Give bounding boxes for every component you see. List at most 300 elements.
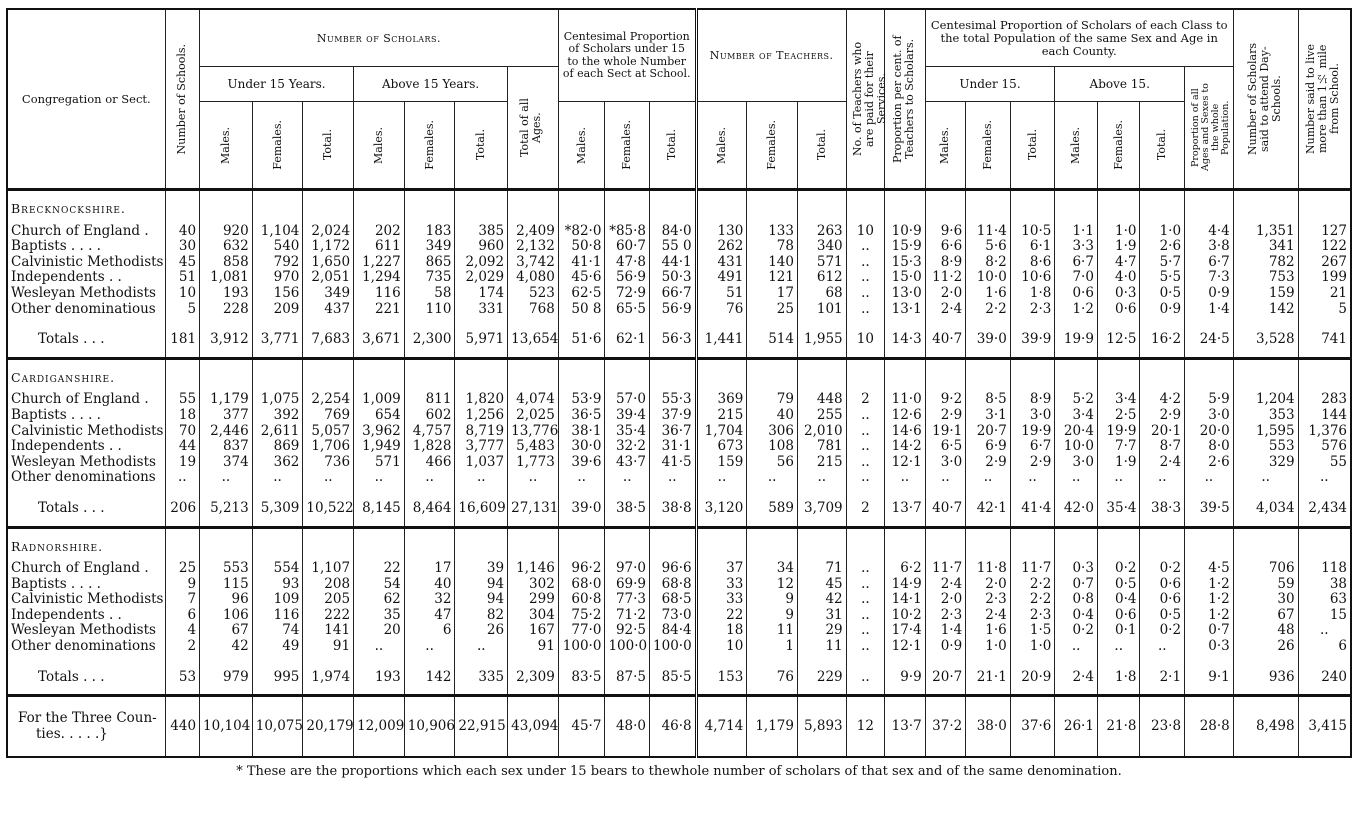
cell: 782 bbox=[1233, 255, 1298, 271]
cell: 13·7 bbox=[885, 696, 926, 758]
cell: 21 bbox=[1298, 286, 1351, 302]
cell: 130 bbox=[696, 224, 747, 240]
cell: 87·5 bbox=[605, 661, 650, 696]
cell: 11·0 bbox=[885, 392, 926, 408]
cell: 706 bbox=[1233, 561, 1298, 577]
cell: 3,777 bbox=[455, 439, 508, 455]
cell: 68·5 bbox=[650, 592, 697, 608]
cell: 9·1 bbox=[1185, 661, 1234, 696]
cell: 3,528 bbox=[1233, 323, 1298, 358]
cell: 12·1 bbox=[885, 639, 926, 655]
cell: 2·3 bbox=[1010, 608, 1055, 624]
grand-label-line1: For the Three Coun- bbox=[18, 710, 157, 727]
cell: .. bbox=[455, 470, 508, 486]
cell: 3,671 bbox=[354, 323, 405, 358]
cell: 1·6 bbox=[966, 286, 1011, 302]
cell: 10 bbox=[165, 286, 199, 302]
cell: 369 bbox=[696, 392, 747, 408]
cell: 133 bbox=[747, 224, 798, 240]
cell: 82 bbox=[455, 608, 508, 624]
subheader-total: Total. bbox=[321, 129, 335, 161]
cell: 109 bbox=[252, 592, 303, 608]
cell: 1,974 bbox=[303, 661, 354, 696]
cell: 2·3 bbox=[925, 608, 966, 624]
cell: 56·9 bbox=[605, 270, 650, 286]
cell: 8,719 bbox=[455, 424, 508, 440]
cell: 1·5 bbox=[1010, 623, 1055, 639]
cell: 0·9 bbox=[1140, 302, 1185, 318]
cell: 62·5 bbox=[558, 286, 605, 302]
cell: 4·5 bbox=[1185, 561, 1234, 577]
cell: 6·5 bbox=[925, 439, 966, 455]
cell: 10·0 bbox=[966, 270, 1011, 286]
cell: 936 bbox=[1233, 661, 1298, 696]
subheader-females: Females. bbox=[765, 120, 779, 170]
table-row bbox=[7, 255, 1351, 271]
cell: 84·0 bbox=[650, 224, 697, 240]
subheader-total: Total. bbox=[1025, 129, 1039, 161]
cell: 1,146 bbox=[508, 561, 559, 577]
cell: 3,709 bbox=[797, 492, 846, 527]
cell: .. bbox=[846, 561, 885, 577]
cell: 228 bbox=[200, 302, 253, 318]
cell: 222 bbox=[303, 608, 354, 624]
cell: 523 bbox=[508, 286, 559, 302]
subheader-males: Males. bbox=[371, 126, 385, 164]
cell: 3·4 bbox=[1097, 392, 1140, 408]
cell: 9·2 bbox=[925, 392, 966, 408]
cell: 2,024 bbox=[303, 224, 354, 240]
cell: .. bbox=[747, 470, 798, 486]
grand-total-row bbox=[7, 696, 1351, 758]
cell: 31·1 bbox=[650, 439, 697, 455]
subheader-males: Males. bbox=[574, 126, 588, 164]
cell: 1,820 bbox=[455, 392, 508, 408]
table-row bbox=[7, 424, 1351, 440]
cell: 7·7 bbox=[1097, 439, 1140, 455]
cell: 4·7 bbox=[1097, 255, 1140, 271]
cell: 869 bbox=[252, 439, 303, 455]
totals-row bbox=[7, 661, 1351, 696]
cell: .. bbox=[885, 470, 926, 486]
cell: 215 bbox=[797, 455, 846, 471]
cell: 14·6 bbox=[885, 424, 926, 440]
cell: 2 bbox=[846, 392, 885, 408]
cell: 116 bbox=[252, 608, 303, 624]
cell: 5·7 bbox=[1140, 255, 1185, 271]
cell: 7 bbox=[165, 592, 199, 608]
header-num-schools: Number of Schools. bbox=[175, 43, 189, 155]
cell: 1,104 bbox=[252, 224, 303, 240]
cell: 431 bbox=[696, 255, 747, 271]
cell: 56·9 bbox=[650, 302, 697, 318]
cell: 92·5 bbox=[605, 623, 650, 639]
subheader-females: Females. bbox=[620, 120, 634, 170]
subheader-females: Females. bbox=[980, 120, 994, 170]
county-name: Cardiganshire. bbox=[11, 369, 116, 385]
cell: 19·9 bbox=[1055, 323, 1098, 358]
cell: .. bbox=[846, 577, 885, 593]
cell: 602 bbox=[404, 408, 455, 424]
cell: 10,104 bbox=[200, 696, 253, 758]
cell: 77·3 bbox=[605, 592, 650, 608]
cell: .. bbox=[846, 639, 885, 655]
cell: 331 bbox=[455, 302, 508, 318]
cell: 1,773 bbox=[508, 455, 559, 471]
cell: .. bbox=[455, 639, 508, 655]
cell: 6·9 bbox=[966, 439, 1011, 455]
cell: .. bbox=[846, 455, 885, 471]
cell: 4,080 bbox=[508, 270, 559, 286]
cell: 0·2 bbox=[1140, 561, 1185, 577]
cell: 181 bbox=[165, 323, 199, 358]
table-row bbox=[7, 561, 1351, 577]
cell: .. bbox=[696, 470, 747, 486]
cell: 20·0 bbox=[1185, 424, 1234, 440]
cell: 3,962 bbox=[354, 424, 405, 440]
cell: 50 8 bbox=[558, 302, 605, 318]
cell: 0·6 bbox=[1097, 302, 1140, 318]
cell: 38·5 bbox=[605, 492, 650, 527]
cell: 39·4 bbox=[605, 408, 650, 424]
cell: 0·6 bbox=[1097, 608, 1140, 624]
cell: 0·3 bbox=[1185, 639, 1234, 655]
cell: 8·6 bbox=[1010, 255, 1055, 271]
cell: 736 bbox=[303, 455, 354, 471]
header-num-teachers: Number of Teachers. bbox=[696, 9, 846, 102]
sect-label: Church of England . bbox=[11, 561, 149, 577]
cell: .. bbox=[846, 270, 885, 286]
cell: 33 bbox=[696, 592, 747, 608]
cell: 2,025 bbox=[508, 408, 559, 424]
cell: .. bbox=[846, 439, 885, 455]
cell: 32·2 bbox=[605, 439, 650, 455]
cell: 206 bbox=[165, 492, 199, 527]
cell: 262 bbox=[696, 239, 747, 255]
sect-label: Calvinistic Methodists bbox=[11, 592, 164, 608]
cell: 8·7 bbox=[1140, 439, 1185, 455]
cell: 73·0 bbox=[650, 608, 697, 624]
cell: 38·1 bbox=[558, 424, 605, 440]
cell: .. bbox=[1055, 470, 1098, 486]
cell: 38·8 bbox=[650, 492, 697, 527]
cell: 2,434 bbox=[1298, 492, 1351, 527]
cell: 2,409 bbox=[508, 224, 559, 240]
cell: 2·5 bbox=[1097, 408, 1140, 424]
cell: 1·6 bbox=[966, 623, 1011, 639]
cell: 8·9 bbox=[925, 255, 966, 271]
cell: 3·0 bbox=[1185, 408, 1234, 424]
cell: 22,915 bbox=[455, 696, 508, 758]
cell: 5 bbox=[1298, 302, 1351, 318]
cell: 37 bbox=[696, 561, 747, 577]
cell: 377 bbox=[200, 408, 253, 424]
cell: 116 bbox=[354, 286, 405, 302]
sect-label: Wesleyan Methodists bbox=[11, 623, 156, 639]
cell: 42 bbox=[797, 592, 846, 608]
cell: 26 bbox=[455, 623, 508, 639]
cell: 10 bbox=[846, 323, 885, 358]
cell: 39·6 bbox=[558, 455, 605, 471]
cell: 193 bbox=[200, 286, 253, 302]
table-row bbox=[7, 470, 1351, 486]
cell: 27,131 bbox=[508, 492, 559, 527]
cell: 17 bbox=[404, 561, 455, 577]
cell: 4·4 bbox=[1185, 224, 1234, 240]
cell: 50·3 bbox=[650, 270, 697, 286]
cell: 45 bbox=[165, 255, 199, 271]
header-num-scholars: Number of Scholars. bbox=[200, 9, 559, 67]
cell: 33 bbox=[696, 577, 747, 593]
cell: 62·1 bbox=[605, 323, 650, 358]
cell: 1,949 bbox=[354, 439, 405, 455]
cell: 159 bbox=[1233, 286, 1298, 302]
cell: 970 bbox=[252, 270, 303, 286]
cell: 79 bbox=[747, 392, 798, 408]
cell: 0·1 bbox=[1097, 623, 1140, 639]
cell: 23·8 bbox=[1140, 696, 1185, 758]
cell: 9 bbox=[165, 577, 199, 593]
cell: 0·5 bbox=[1097, 577, 1140, 593]
cell: 156 bbox=[252, 286, 303, 302]
subheader-total: Total. bbox=[814, 129, 828, 161]
cell: 2·9 bbox=[1140, 408, 1185, 424]
cell: .. bbox=[846, 302, 885, 318]
cell: .. bbox=[1055, 639, 1098, 655]
cell: 18 bbox=[696, 623, 747, 639]
cell: 121 bbox=[747, 270, 798, 286]
cell: 6·7 bbox=[1185, 255, 1234, 271]
cell: 221 bbox=[354, 302, 405, 318]
subheader-females: Females. bbox=[270, 120, 284, 170]
cell: .. bbox=[605, 470, 650, 486]
cell: 1,179 bbox=[200, 392, 253, 408]
cell: 2,051 bbox=[303, 270, 354, 286]
cell: 22 bbox=[696, 608, 747, 624]
cell: 2,300 bbox=[404, 323, 455, 358]
cell: 1·0 bbox=[966, 639, 1011, 655]
cell: 10·0 bbox=[1055, 439, 1098, 455]
cell: 1,179 bbox=[747, 696, 798, 758]
cell: *82·0 bbox=[558, 224, 605, 240]
table-row bbox=[7, 592, 1351, 608]
cell: 632 bbox=[200, 239, 253, 255]
cell: 96·2 bbox=[558, 561, 605, 577]
cell: 2,132 bbox=[508, 239, 559, 255]
header-prop-teachers: Proportion per cent. of Teachers to Scholars. bbox=[890, 35, 916, 163]
cell: 38·0 bbox=[966, 696, 1011, 758]
cell: 96·6 bbox=[650, 561, 697, 577]
cell: 5·6 bbox=[966, 239, 1011, 255]
subheader-females: Females. bbox=[1111, 120, 1125, 170]
cell: 6 bbox=[165, 608, 199, 624]
cell: 1,828 bbox=[404, 439, 455, 455]
cell: 46·8 bbox=[650, 696, 697, 758]
county-name: Radnorshire. bbox=[11, 538, 104, 554]
cell: .. bbox=[354, 639, 405, 655]
header-day-schools: Number of Scholars said to attend Day-Schools. bbox=[1245, 42, 1283, 156]
cell: 9 bbox=[747, 608, 798, 624]
cell: 466 bbox=[404, 455, 455, 471]
cell: 13·1 bbox=[885, 302, 926, 318]
cell: 93 bbox=[252, 577, 303, 593]
cell: 40 bbox=[165, 224, 199, 240]
cell: 2,446 bbox=[200, 424, 253, 440]
cell: 0·5 bbox=[1140, 286, 1185, 302]
cell: 39·0 bbox=[966, 323, 1011, 358]
cell: 1,107 bbox=[303, 561, 354, 577]
cell: 25 bbox=[747, 302, 798, 318]
table-row bbox=[7, 302, 1351, 318]
cell: 10,906 bbox=[404, 696, 455, 758]
cell: 335 bbox=[455, 661, 508, 696]
cell: 4·2 bbox=[1140, 392, 1185, 408]
cell: 96 bbox=[200, 592, 253, 608]
cell: 36·5 bbox=[558, 408, 605, 424]
table-container bbox=[6, 8, 1352, 779]
cell: 0·5 bbox=[1140, 608, 1185, 624]
cell: 8·0 bbox=[1185, 439, 1234, 455]
cell: 26·1 bbox=[1055, 696, 1098, 758]
cell: 97·0 bbox=[605, 561, 650, 577]
header-above15-b: Above 15. bbox=[1055, 67, 1185, 102]
cell: 106 bbox=[200, 608, 253, 624]
cell: 2·2 bbox=[1010, 592, 1055, 608]
county-heading-row bbox=[7, 190, 1351, 224]
cell: 4,757 bbox=[404, 424, 455, 440]
cell: 10 bbox=[846, 224, 885, 240]
header-centesimal: Centesimal Proportion of Scholars under 15 to the whole Number of each Sect at School. bbox=[558, 9, 696, 102]
subheader-males: Males. bbox=[1069, 126, 1083, 164]
cell: 142 bbox=[404, 661, 455, 696]
cell: 78 bbox=[747, 239, 798, 255]
cell: 51·6 bbox=[558, 323, 605, 358]
cell: 34 bbox=[747, 561, 798, 577]
cell: 3,742 bbox=[508, 255, 559, 271]
table-row bbox=[7, 408, 1351, 424]
cell: 44·1 bbox=[650, 255, 697, 271]
cell: 611 bbox=[354, 239, 405, 255]
cell: 140 bbox=[747, 255, 798, 271]
cell: 1·9 bbox=[1097, 455, 1140, 471]
cell: 1·8 bbox=[1097, 661, 1140, 696]
header-above15: Above 15 Years. bbox=[354, 67, 508, 102]
cell: 8,498 bbox=[1233, 696, 1298, 758]
cell: 306 bbox=[747, 424, 798, 440]
cell: 69·9 bbox=[605, 577, 650, 593]
subheader-total: Total. bbox=[665, 129, 679, 161]
cell: 55 0 bbox=[650, 239, 697, 255]
subheader-males: Males. bbox=[714, 126, 728, 164]
cell: .. bbox=[846, 661, 885, 696]
cell: 349 bbox=[303, 286, 354, 302]
cell: 3·0 bbox=[1010, 408, 1055, 424]
cell: 42·1 bbox=[966, 492, 1011, 527]
sect-label: Wesleyan Methodists bbox=[11, 285, 156, 301]
cell: 0·2 bbox=[1140, 623, 1185, 639]
cell: 40 bbox=[404, 577, 455, 593]
cell: 2·0 bbox=[925, 286, 966, 302]
cell: .. bbox=[508, 470, 559, 486]
totals-label: Totals . . . bbox=[7, 492, 165, 527]
cell: 2·4 bbox=[925, 577, 966, 593]
footnote: * These are the proportions which each sex under 15 bears to thewhole number of scholars of that sex and of the same denomination. bbox=[236, 764, 1122, 780]
cell: 2·4 bbox=[1055, 661, 1098, 696]
cell: 654 bbox=[354, 408, 405, 424]
cell: 3·0 bbox=[1055, 455, 1098, 471]
cell: 47·8 bbox=[605, 255, 650, 271]
table-row bbox=[7, 270, 1351, 286]
cell: 979 bbox=[200, 661, 253, 696]
cell: 263 bbox=[797, 224, 846, 240]
cell: 2,092 bbox=[455, 255, 508, 271]
header-prop-all: Proportion of all Ages and Sexes to the whole Population. bbox=[1189, 83, 1231, 172]
cell: 2·2 bbox=[966, 302, 1011, 318]
cell: 45 bbox=[797, 577, 846, 593]
cell: 2·6 bbox=[1140, 239, 1185, 255]
cell: .. bbox=[1298, 470, 1351, 486]
header-under15: Under 15 Years. bbox=[200, 67, 354, 102]
cell: 142 bbox=[1233, 302, 1298, 318]
cell: 440 bbox=[165, 696, 199, 758]
sect-label: Baptists . . . . bbox=[11, 576, 101, 592]
grand-label bbox=[7, 696, 165, 758]
cell: 741 bbox=[1298, 323, 1351, 358]
cell: .. bbox=[846, 255, 885, 271]
cell: 62 bbox=[354, 592, 405, 608]
cell: 20·9 bbox=[1010, 661, 1055, 696]
cell: 0·9 bbox=[1185, 286, 1234, 302]
cell: 6·6 bbox=[925, 239, 966, 255]
cell: 199 bbox=[1298, 270, 1351, 286]
cell: 48·0 bbox=[605, 696, 650, 758]
cell: 6·7 bbox=[1055, 255, 1098, 271]
cell: 0·6 bbox=[1055, 286, 1098, 302]
cell: .. bbox=[846, 470, 885, 486]
cell: 20·4 bbox=[1055, 424, 1098, 440]
cell: 42·0 bbox=[1055, 492, 1098, 527]
cell: 56 bbox=[747, 455, 798, 471]
cell: 11·4 bbox=[966, 224, 1011, 240]
cell: 94 bbox=[455, 592, 508, 608]
cell: 54 bbox=[354, 577, 405, 593]
cell: 85·5 bbox=[650, 661, 697, 696]
cell: 6·7 bbox=[1010, 439, 1055, 455]
table-row bbox=[7, 439, 1351, 455]
cell: 5·5 bbox=[1140, 270, 1185, 286]
cell: 865 bbox=[404, 255, 455, 271]
cell: 39 bbox=[455, 561, 508, 577]
cell: 37·9 bbox=[650, 408, 697, 424]
cell: 91 bbox=[303, 639, 354, 655]
cell: 283 bbox=[1298, 392, 1351, 408]
cell: 960 bbox=[455, 239, 508, 255]
cell: 0·3 bbox=[1055, 561, 1098, 577]
cell: 26 bbox=[1233, 639, 1298, 655]
cell: 40 bbox=[747, 408, 798, 424]
cell: 553 bbox=[200, 561, 253, 577]
sect-label: Baptists . . . . bbox=[11, 407, 101, 423]
cell: 255 bbox=[797, 408, 846, 424]
cell: 2 bbox=[846, 492, 885, 527]
statistics-table bbox=[6, 8, 1352, 758]
cell: 14·1 bbox=[885, 592, 926, 608]
cell: 13·0 bbox=[885, 286, 926, 302]
cell: 39·0 bbox=[558, 492, 605, 527]
cell: 340 bbox=[797, 239, 846, 255]
cell: 66·7 bbox=[650, 286, 697, 302]
table-row bbox=[7, 455, 1351, 471]
